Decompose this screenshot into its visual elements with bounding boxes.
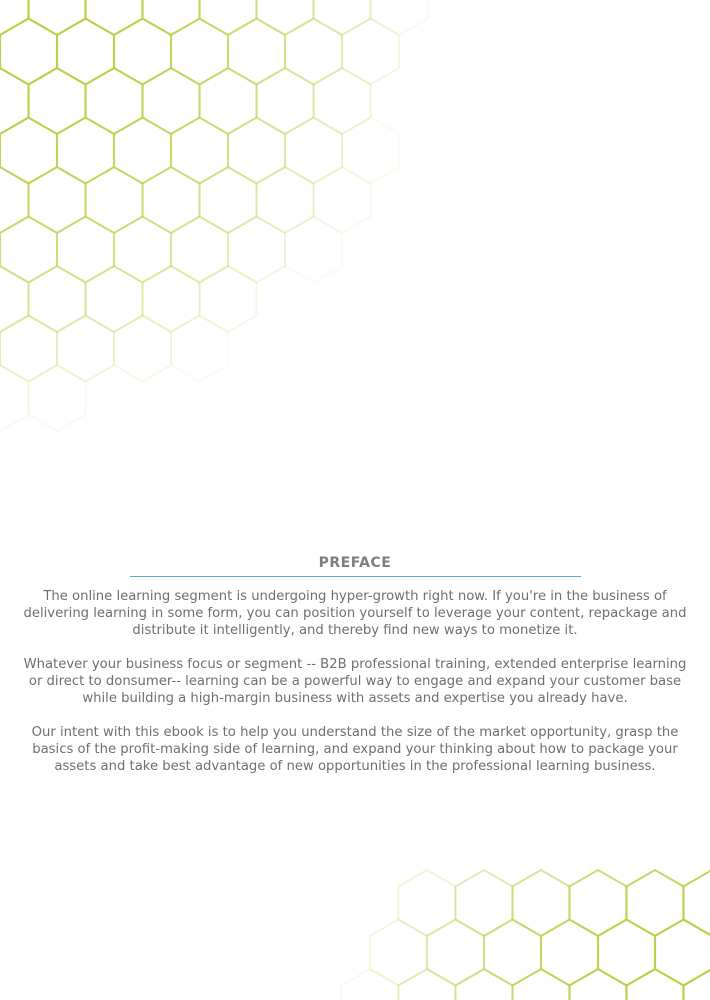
hexagon-decoration	[541, 920, 598, 986]
preface-section	[0, 553, 710, 775]
hexagon-decoration	[626, 870, 683, 936]
hexagon-decoration	[427, 920, 484, 986]
hexagon-decoration	[455, 969, 512, 1000]
preface-paragraph-1: The online learning segment is undergoing hyper-growth right now. If you're in the business of delivering learning in some form, you can position yourself to leverage your content, repackage and distribute it intelligently, and thereby find new ways to monetize it.	[23, 589, 687, 638]
hexagon-decoration	[341, 969, 398, 1000]
preface-paragraph-3: Our intent with this ebook is to help you understand the size of the market opportunity, grasp the basics of the profit-making side of learning, and expand your thinking about how to package your assets and take best advantage of new opportunities in the professional learning business.	[31, 725, 679, 774]
hexagon-decoration	[398, 969, 455, 1000]
hexagon-decoration	[512, 870, 569, 936]
page-title: PREFACE	[318, 555, 392, 571]
preface-paragraph-2: Whatever your business focus or segment -- B2B professional training, extended enterprise learning or direct to donsumer-- learning can be a powerful way to engage and expand your customer base while building a high-margin business with assets and expertise you already have.	[23, 657, 687, 706]
hexagon-decoration	[455, 870, 512, 936]
hexagon-decoration	[598, 920, 655, 986]
hexagon-decoration	[398, 870, 455, 936]
hexagon-decoration	[626, 969, 683, 1000]
hexagon-decoration	[512, 969, 569, 1000]
hexagon-decoration	[370, 920, 427, 986]
hexagon-decoration	[569, 969, 626, 1000]
hexagon-decoration	[569, 870, 626, 936]
title-underline	[130, 576, 581, 577]
hexagon-decoration	[484, 920, 541, 986]
